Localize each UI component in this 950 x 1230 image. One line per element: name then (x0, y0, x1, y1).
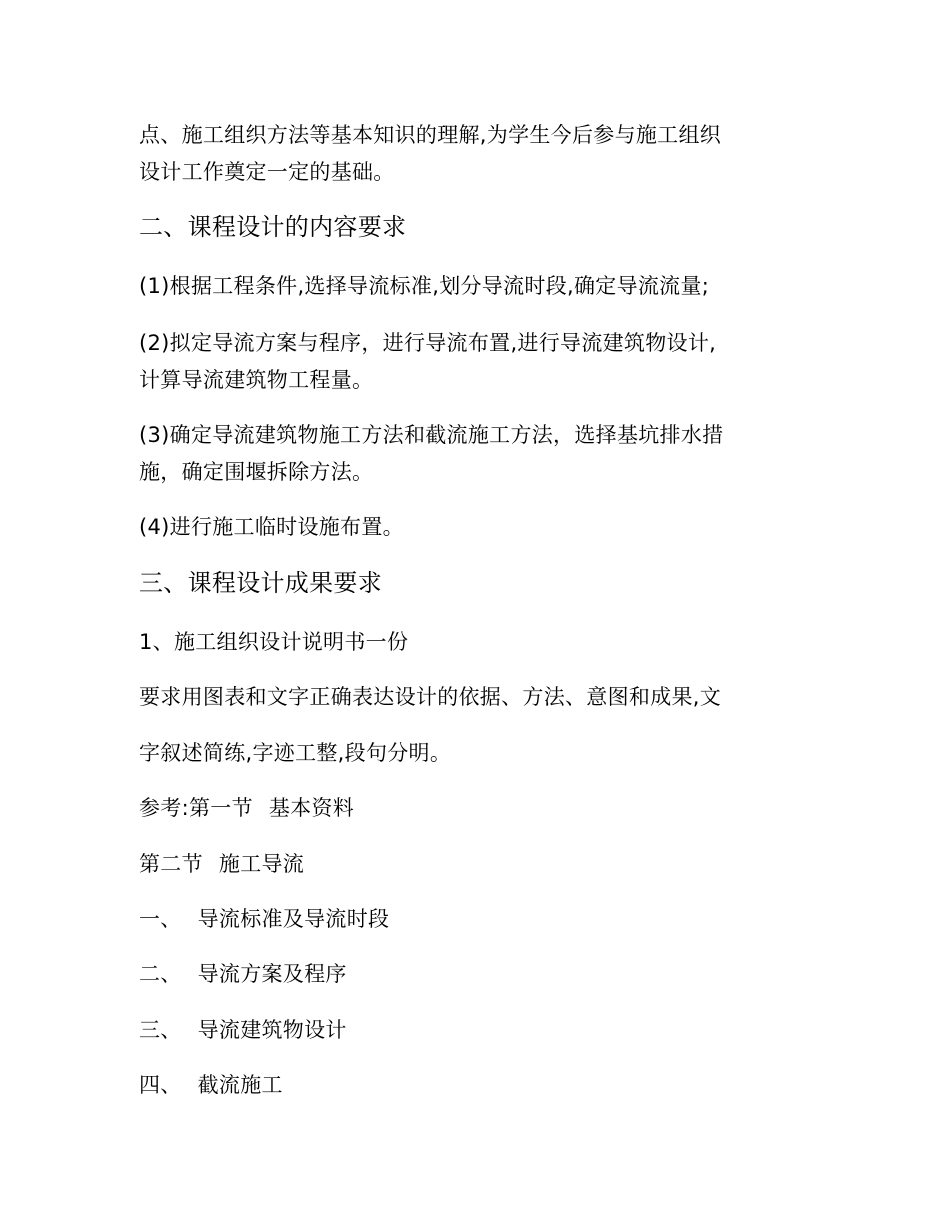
subsection-number: 一、 (139, 907, 182, 931)
subsection-number: 三、 (139, 1018, 182, 1042)
requirement-line-1: 要求用图表和文字正确表达设计的依据、方法、意图和成果,文 (139, 685, 722, 709)
section-3-heading: 三、课程设计成果要求 (139, 569, 382, 597)
subsection-title: 导流方案及程序 (197, 962, 347, 986)
subsection-1 (139, 907, 389, 931)
section-2-heading: 二、课程设计的内容要求 (139, 213, 407, 241)
section-2-item-3-line-1: (3)确定导流建筑物施工方法和截流施工方法，选择基坑排水措 (139, 423, 724, 447)
subsection-title: 截流施工 (197, 1073, 283, 1097)
subsection-4 (139, 1073, 283, 1097)
section-2-item-3-line-2: 施，确定围堰拆除方法。 (139, 460, 374, 484)
chapter-2-line (139, 852, 304, 876)
section-2-item-2-line-2: 计算导流建筑物工程量。 (139, 368, 374, 392)
section-2-item-4: (4)进行施工临时设施布置。 (139, 515, 404, 539)
reference-line (139, 796, 354, 820)
requirement-line-2: 字叙述简练,字迹工整,段句分明。 (139, 741, 452, 765)
subsection-number: 二、 (139, 962, 182, 986)
chapter-2-title: 施工导流 (218, 852, 305, 876)
subsection-title: 导流建筑物设计 (197, 1018, 347, 1042)
reference-prefix: 参考:第一节 (139, 796, 253, 820)
section-2-item-1: (1)根据工程条件,选择导流标准,划分导流时段,确定导流流量; (139, 274, 710, 298)
chapter-2-prefix: 第二节 (139, 852, 203, 876)
section-2-item-2-line-1: (2)拟定导流方案与程序，进行导流布置,进行导流建筑物设计, (139, 331, 717, 355)
subsection-2 (139, 962, 347, 986)
subsection-title: 导流标准及导流时段 (197, 907, 390, 931)
intro-line-1: 点、施工组织方法等基本知识的理解,为学生今后参与施工组织 (139, 123, 722, 147)
section-3-item-1: 1、施工组织设计说明书一份 (139, 630, 409, 654)
subsection-3 (139, 1018, 347, 1042)
reference-title: 基本资料 (268, 796, 355, 820)
subsection-number: 四、 (139, 1073, 182, 1097)
intro-line-2: 设计工作奠定一定的基础。 (139, 160, 395, 184)
